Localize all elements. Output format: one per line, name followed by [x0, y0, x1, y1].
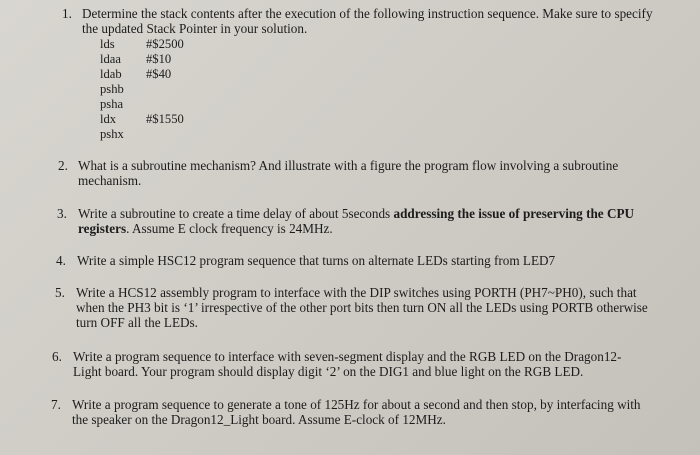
q4-number: 4.: [56, 253, 66, 268]
q6-line-2: Light board. Your program should display digit ‘2’ on the DIG1 and blue light on the RGB LED.: [73, 364, 584, 379]
q3-line-2: [78, 221, 333, 236]
q2-line-1: What is a subroutine mechanism? And illustrate with a figure the program flow involving a subroutine: [78, 158, 619, 173]
code-arg-2: #$10: [146, 52, 172, 66]
q7-line-1: Write a program sequence to generate a tone of 125Hz for about a second and then stop, by interfacing with: [72, 397, 641, 412]
q5-line-1: Write a HCS12 assembly program to interface with the DIP switches using PORTH (PH7~PH0), such that: [76, 285, 637, 300]
q3-line-1-emphasis: addressing the issue of preserving the CPU: [393, 206, 635, 221]
q3-line-1: [78, 206, 634, 221]
code-arg-1: #$2500: [146, 37, 184, 51]
code-op-7: pshx: [100, 127, 124, 141]
code-op-1: lds: [100, 37, 115, 51]
code-op-3: ldab: [100, 67, 122, 81]
q2-line-2: mechanism.: [78, 173, 142, 188]
q7-number: 7.: [51, 397, 61, 412]
q7-line-2: the speaker on the Dragon12_Light board. Assume E-clock of 12MHz.: [72, 412, 446, 427]
q2-number: 2.: [58, 158, 68, 173]
code-op-4: pshb: [100, 82, 124, 96]
q1-number: 1.: [62, 6, 72, 21]
q5-line-2: when the PH3 bit is ‘1’ irrespective of the other port bits then turn ON all the LEDs using PORTB otherwise: [76, 300, 648, 315]
q3-line-1-text: Write a subroutine to create a time delay of about 5seconds: [78, 206, 394, 221]
q6-number: 6.: [52, 349, 62, 364]
q3-line-2-emphasis: registers: [78, 221, 127, 236]
q3-number: 3.: [57, 206, 67, 221]
q4-line-1: Write a simple HSC12 program sequence that turns on alternate LEDs starting from LED7: [77, 253, 556, 268]
code-arg-6: #$1550: [146, 112, 184, 126]
q5-number: 5.: [55, 285, 65, 300]
code-op-5: psha: [100, 97, 124, 111]
q1-line-1: Determine the stack contents after the execution of the following instruction sequence. Make sure to specify: [82, 6, 653, 21]
q5-line-3: turn OFF all the LEDs.: [76, 315, 198, 330]
code-arg-3: #$40: [146, 67, 172, 81]
q1-line-2: the updated Stack Pointer in your solution.: [82, 21, 308, 36]
code-op-6: ldx: [100, 112, 117, 126]
q6-line-1: Write a program sequence to interface with seven-segment display and the RGB LED on the Dragon12-: [73, 349, 622, 364]
q3-line-2-text: . Assume E clock frequency is 24MHz.: [126, 221, 333, 236]
code-op-2: ldaa: [100, 52, 121, 66]
